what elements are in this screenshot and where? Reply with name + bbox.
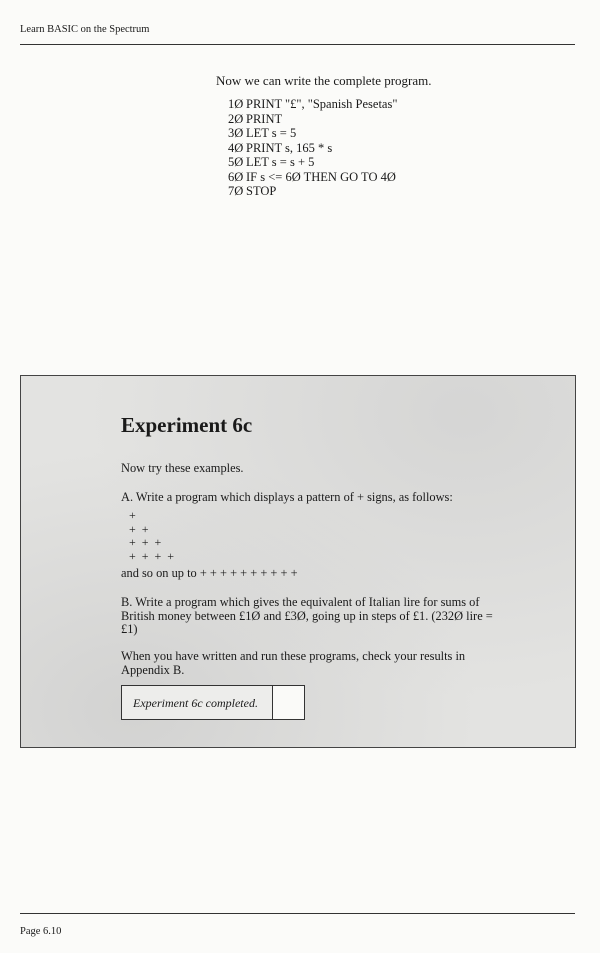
pattern-row: + + + [129,535,163,549]
plus-pattern [129,509,176,563]
pattern-continuation: and so on up to + + + + + + + + + + [121,566,298,580]
completion-checkbox[interactable] [272,686,304,719]
completion-label: Experiment 6c completed. [133,696,258,710]
closing-note: When you have written and run these programs, check your results in Appendix B. [121,649,466,677]
code-line: 4Ø PRINT s, 165 * s [228,140,333,155]
code-line: 2Ø PRINT [228,111,283,126]
code-line: 7Ø STOP [228,184,277,198]
code-line: 5Ø LET s = s + 5 [228,155,315,169]
experiment-intro: Now try these examples. [121,461,244,475]
exercise-a: A. Write a program which displays a pattern of + signs, as follows: [121,490,453,504]
pattern-row: + [129,508,138,522]
program-listing [228,97,397,199]
running-header: Learn BASIC on the Spectrum [20,24,150,35]
code-line: 1Ø PRINT "£", "Spanish Pesetas" [228,97,398,111]
code-line: 3Ø LET s = 5 [228,126,297,140]
program-intro: Now we can write the complete program. [216,73,432,88]
code-line: 6Ø IF s <= 6Ø THEN GO TO 4Ø [228,169,396,184]
completion-box [121,685,305,720]
experiment-title: Experiment 6c [121,413,253,437]
header-divider [20,44,575,45]
pattern-row: + + + + [129,548,176,563]
exercise-b: B. Write a program which gives the equivalent of Italian lire for sums of British money between £1Ø and £3Ø, going up in steps of £1. (232Ø lire = £1) [121,595,493,636]
experiment-box [20,375,576,748]
pattern-row: + + [129,521,151,536]
page-number: Page 6.10 [20,926,62,937]
footer-divider [20,913,575,914]
